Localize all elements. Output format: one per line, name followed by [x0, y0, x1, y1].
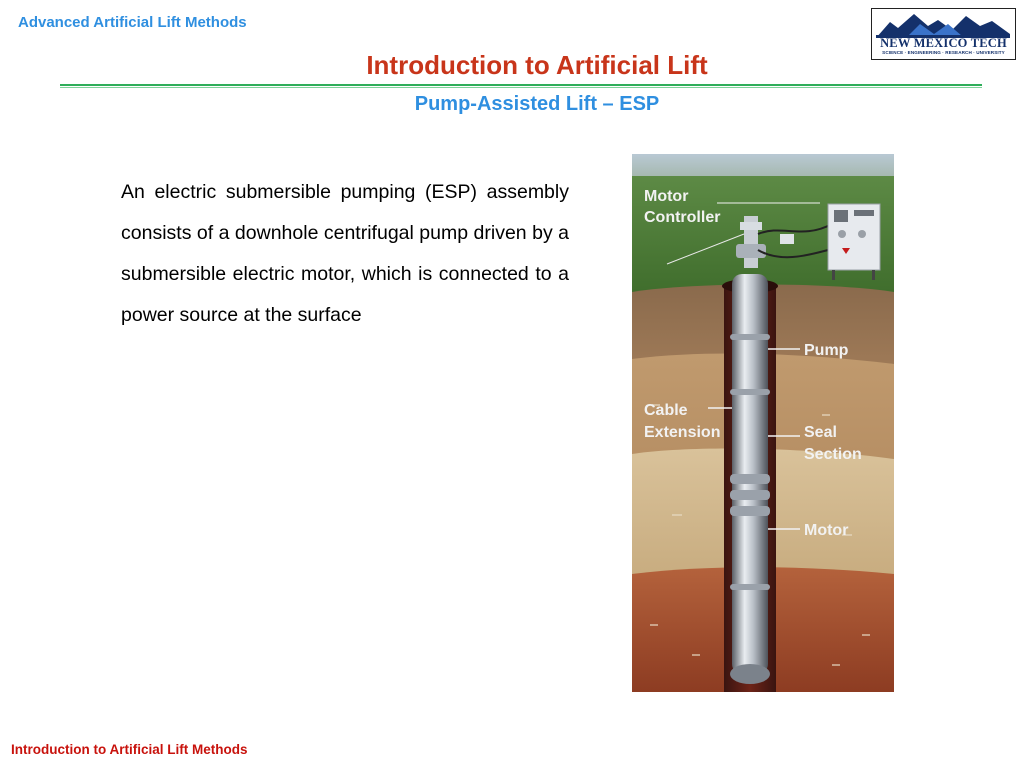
label-motor: Motor	[804, 522, 849, 539]
label-motor-controller-line2: Controller	[644, 209, 721, 226]
label-seal-section-line1: Seal	[804, 424, 837, 441]
logo-name: NEW MEXICO TECH	[880, 36, 1007, 50]
course-title: Advanced Artificial Lift Methods	[18, 14, 247, 31]
body-paragraph: An electric submersible pumping (ESP) assembly consists of a downhole centrifugal pump driven by a submersible electric motor, which is connected to a power source at the surface	[121, 181, 569, 326]
slide-title: Introduction to Artificial Lift	[366, 50, 708, 80]
esp-diagram	[632, 154, 894, 692]
title-divider	[60, 84, 982, 88]
logo-tagline: SCIENCE · ENGINEERING · RESEARCH · UNIVERSITY	[882, 50, 1005, 55]
label-motor-controller-line1: Motor	[644, 188, 689, 205]
label-seal-section-line2: Section	[804, 446, 862, 463]
footer-text: Introduction to Artificial Lift Methods	[11, 742, 248, 757]
label-cable-extension-line1: Cable	[644, 402, 688, 419]
esp-illustration	[632, 154, 894, 692]
label-pump: Pump	[804, 342, 849, 359]
slide-subtitle: Pump-Assisted Lift – ESP	[414, 93, 660, 115]
mountain-logo-icon	[876, 12, 1010, 38]
label-cable-extension-line2: Extension	[644, 424, 721, 441]
